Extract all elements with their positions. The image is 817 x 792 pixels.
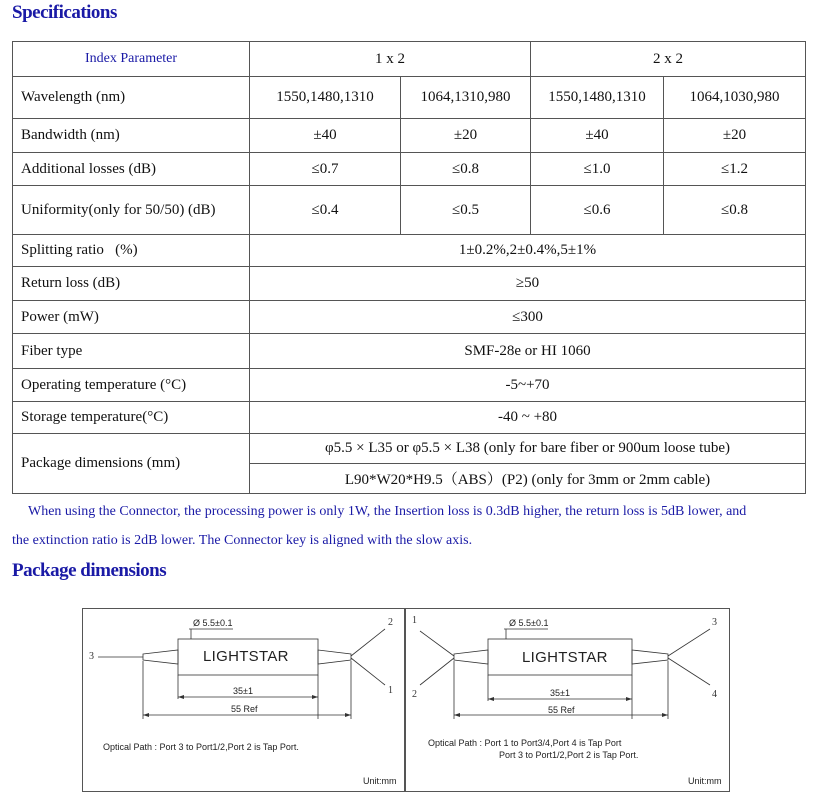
- cell-value: ≥50: [250, 267, 806, 301]
- table-row: [13, 235, 806, 267]
- row-label: Additional losses (dB): [13, 153, 250, 186]
- port-label: 2: [388, 617, 393, 628]
- cell-value: ≤0.8: [401, 153, 531, 186]
- cell-value: ≤0.7: [250, 153, 401, 186]
- port-label: 4: [712, 689, 717, 700]
- port-label: 1: [388, 685, 393, 696]
- table-row: [13, 402, 806, 434]
- row-label: Operating temperature (°C): [13, 369, 250, 402]
- brand-label: LIGHTSTAR: [203, 648, 289, 665]
- cell-value: ±20: [401, 119, 531, 153]
- optical-path-label: Optical Path : Port 1 to Port3/4,Port 4 is Tap Port: [428, 738, 622, 748]
- cell-value: ≤0.8: [664, 186, 806, 235]
- group-1x2-header: 1 x 2: [250, 42, 531, 77]
- group-2x2-header: 2 x 2: [531, 42, 806, 77]
- row-label: Wavelength (nm): [13, 77, 250, 119]
- row-label: Bandwidth (nm): [13, 119, 250, 153]
- diameter-label: Ø 5.5±0.1: [509, 618, 549, 628]
- table-row: [13, 334, 806, 369]
- table-row: [13, 77, 806, 119]
- row-label: Return loss (dB): [13, 267, 250, 301]
- connector-note-line-1: When using the Connector, the processing power is only 1W, the Insertion loss is 0.3dB higher, the return loss is 5dB lower, and: [28, 504, 747, 519]
- diagram-1x2-drawing: [83, 609, 404, 791]
- row-label: Storage temperature(°C): [13, 402, 250, 434]
- brand-label: LIGHTSTAR: [522, 649, 608, 666]
- cell-value: ±20: [664, 119, 806, 153]
- index-parameter-header: Index Parameter: [13, 42, 250, 77]
- cell-value: ±40: [250, 119, 401, 153]
- cell-value: -5~+70: [250, 369, 806, 402]
- table-row: [13, 119, 806, 153]
- cell-value: ≤0.4: [250, 186, 401, 235]
- port-label: 2: [412, 689, 417, 700]
- length-35-label: 35±1: [550, 688, 570, 698]
- table-row: [13, 186, 806, 235]
- cell-value: ≤0.6: [531, 186, 664, 235]
- optical-path-label: Port 3 to Port1/2,Port 2 is Tap Port.: [499, 750, 639, 760]
- port-label: 3: [712, 617, 717, 628]
- row-label: Splitting ratio (%): [13, 235, 250, 267]
- table-row: [13, 434, 806, 464]
- row-label: Power (mW): [13, 301, 250, 334]
- table-row: [13, 267, 806, 301]
- unit-label: Unit:mm: [363, 776, 397, 786]
- cell-value: ≤1.2: [664, 153, 806, 186]
- cell-value: L90*W20*H9.5（ABS）(P2) (only for 3mm or 2mm cable): [250, 464, 806, 494]
- cell-value: 1064,1030,980: [664, 77, 806, 119]
- length-55-label: 55 Ref: [231, 704, 258, 714]
- table-header-row: [13, 42, 806, 77]
- cell-value: 1550,1480,1310: [531, 77, 664, 119]
- table-row: [13, 301, 806, 334]
- table-row: [13, 153, 806, 186]
- connector-note-line-2: the extinction ratio is 2dB lower. The Connector key is aligned with the slow axis.: [12, 533, 473, 548]
- package-dimensions-heading: Package dimensions: [12, 560, 167, 581]
- cell-value: ±40: [531, 119, 664, 153]
- cell-value: ≤0.5: [401, 186, 531, 235]
- diameter-label: Ø 5.5±0.1: [193, 618, 233, 628]
- port-label: 1: [412, 615, 417, 626]
- row-label: Package dimensions (mm): [13, 434, 250, 494]
- diagram-2x2-panel: [405, 608, 730, 792]
- row-label: Uniformity(only for 50/50) (dB): [13, 186, 250, 235]
- optical-path-label: Optical Path : Port 3 to Port1/2,Port 2 is Tap Port.: [103, 742, 299, 752]
- table-row: [13, 369, 806, 402]
- cell-value: 1064,1310,980: [401, 77, 531, 119]
- diagram-2x2-drawing: [406, 609, 729, 791]
- cell-value: SMF-28e or HI 1060: [250, 334, 806, 369]
- cell-value: ≤1.0: [531, 153, 664, 186]
- diagram-1x2-panel: [82, 608, 405, 792]
- cell-value: -40 ~ +80: [250, 402, 806, 434]
- length-55-label: 55 Ref: [548, 705, 575, 715]
- specifications-table: [12, 41, 806, 494]
- length-35-label: 35±1: [233, 686, 253, 696]
- specifications-heading: Specifications: [12, 2, 117, 23]
- cell-value: φ5.5 × L35 or φ5.5 × L38 (only for bare fiber or 900um loose tube): [250, 434, 806, 464]
- port-label: 3: [89, 651, 94, 662]
- cell-value: 1±0.2%,2±0.4%,5±1%: [250, 235, 806, 267]
- cell-value: 1550,1480,1310: [250, 77, 401, 119]
- row-label: Fiber type: [13, 334, 250, 369]
- cell-value: ≤300: [250, 301, 806, 334]
- unit-label: Unit:mm: [688, 776, 722, 786]
